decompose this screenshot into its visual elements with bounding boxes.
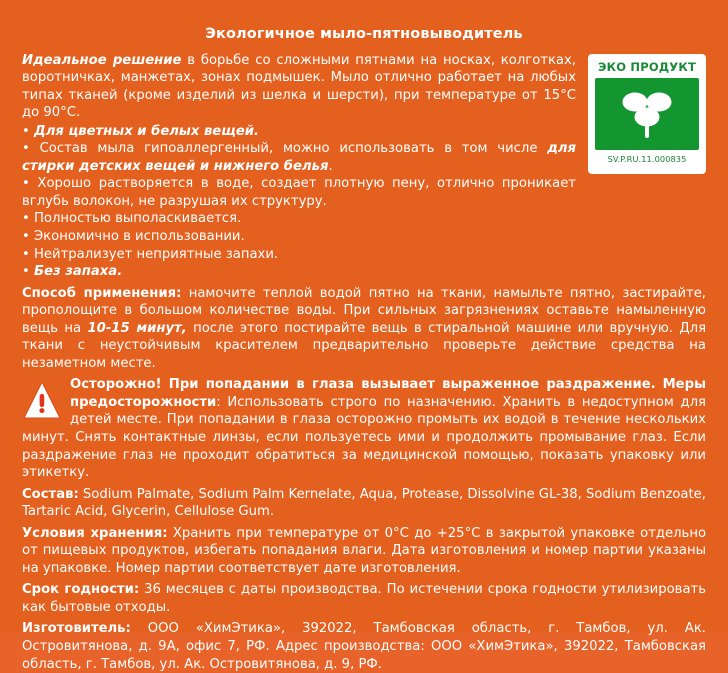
eco-mark — [595, 78, 699, 150]
usage-text-part1: намочите теплой водой пятно на ткани, намыльте пятно, застирайте, прополощите в большом количестве воды. При сильных загрязнениях оставьте намыленную вещь на — [22, 285, 706, 336]
page-title: Экологичное мыло-пятновыводитель — [205, 26, 523, 42]
shelf-life-section — [22, 581, 706, 616]
warning-section — [22, 376, 706, 481]
list-item: • Экономично в использовании. — [22, 228, 245, 244]
eco-product-badge — [588, 54, 706, 174]
intro-lead: Идеальное решение — [22, 53, 182, 68]
storage-section — [22, 525, 706, 578]
exclamation-warning-icon — [22, 380, 62, 420]
badge-certificate-code: SV.P.RU.11.000835 — [607, 154, 687, 165]
intro-text: в борьбе со сложными пятнами на носках, колготках, воротничках, манжетах, зонах подмышек. Мыло отлично работает на любых типах тканей (кроме изделий из шелка и шерсти), при температуре от 15°С до 90°С. — [22, 53, 576, 121]
usage-section — [22, 285, 706, 373]
composition-label: Состав: — [22, 486, 79, 502]
list-item: • Состав мыла гипоаллергенный, можно использовать в том числе для стирки детских вещей и нижнего белья. — [22, 141, 576, 174]
leaf-plant-icon — [619, 88, 675, 140]
intro-section — [22, 52, 706, 281]
manufacturer-label: Изготовитель: — [22, 621, 131, 637]
list-item: • Для цветных и белых вещей. — [22, 123, 260, 139]
usage-text-part2: после этого постирайте вещь в стиральной машине или вручную. Для ткани с неустойчивым красителем предварительно проверьте действие средства на незаметном месте. — [22, 320, 706, 371]
list-item: • Без запаха. — [22, 264, 123, 280]
list-item: • Нейтрализует неприятные запахи. — [22, 246, 279, 262]
manufacturer-text: ООО «ХимЭтика», 392022, Тамбовская область, г. Тамбов, ул. Ак. Островитянова, д. 9А, офис 7, РФ. Адрес производства: ООО «ХимЭтика», 392022, Тамбовская область, г. Тамбов, ул. Ак. Островитянова, д. 9, РФ. — [22, 621, 706, 672]
manufacturer-section — [22, 620, 706, 673]
precautions-text: : Использовать строго по назначению. Хранить в недоступном для детей месте. При попадании в глаза осторожно промыть их водой в течение нескольких минут. Снять контактные линзы, если пользуетесь ими и продолжить промывание глаз. Если раздражение глаз не проходит обратиться за медицинской помощью, показать упаковку или этикетку. — [22, 394, 706, 481]
warning-title: Осторожно! При попадании в глаза вызывает выраженное раздражение. — [70, 377, 656, 393]
storage-label: Условия хранения: — [22, 525, 168, 541]
shelf-life-text: 36 месяцев с даты производства. По истечении срока годности утилизировать как бытовые отходы. — [22, 582, 706, 615]
list-item: • Полностью выполаскивается. — [22, 211, 242, 227]
usage-label: Способ применения: — [22, 285, 182, 301]
precautions-label: Меры предосторожности — [70, 377, 706, 410]
storage-text: Хранить при температуре от 0°С до +25°С в закрытой упаковке отдельно от пищевых продуктов, избегать попадания влаги. Дата изготовления и номер партии указаны на упаковке. Номер партии соответствует дате изготовления. — [22, 525, 707, 576]
usage-duration: 10-15 минут, — [87, 320, 187, 336]
badge-title: ЭКО ПРОДУКТ — [597, 60, 696, 74]
composition-text: Sodium Palmate, Sodium Palm Kernelate, Aqua, Protease, Dissolvine GL-38, Sodium Benzoate, Tartaric Acid, Glycerin, Cellulose Gum. — [22, 486, 706, 520]
list-item: • Хорошо растворяется в воде, создает плотную пену, отлично проникает вглубь волокон, не разрушая их структуру. — [22, 176, 576, 209]
composition-section — [22, 486, 706, 521]
shelf-life-label: Срок годности: — [22, 582, 140, 598]
